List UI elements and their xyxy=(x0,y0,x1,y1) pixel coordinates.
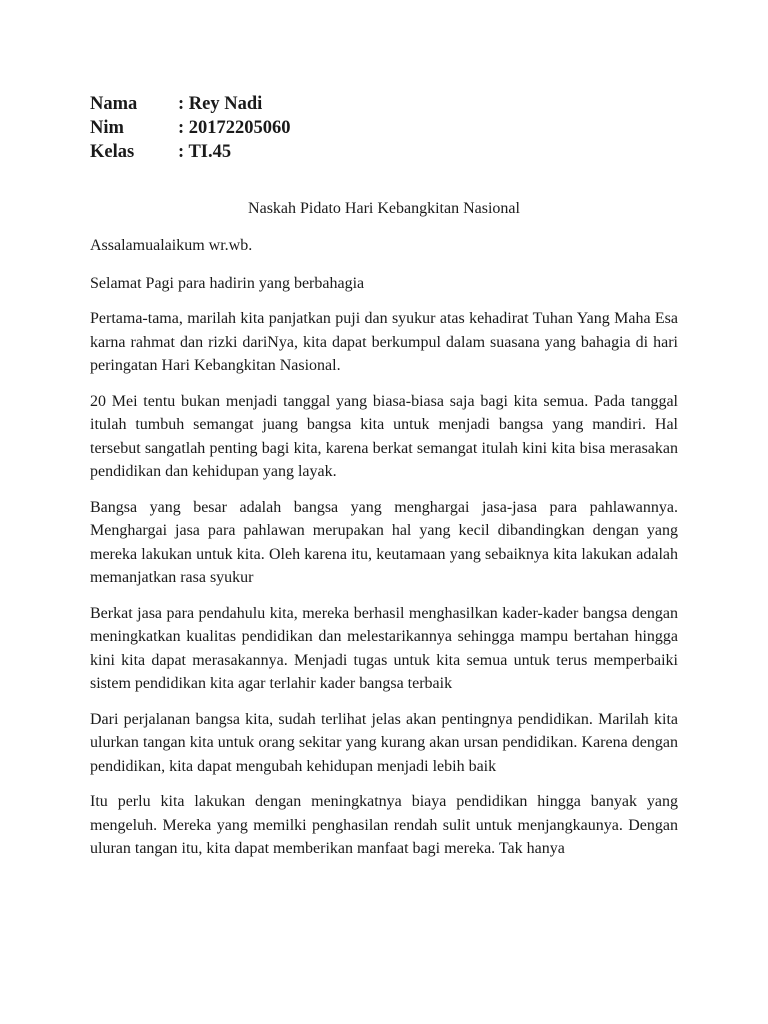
paragraph: 20 Mei tentu bukan menjadi tanggal yang biasa-biasa saja bagi kita semua. Pada tanggal itulah tumbuh semangat juang bangsa kita untuk menjadi bangsa yang mandiri. Hal tersebut sangatlah penting bagi kita, karena berkat semangat itulah kini kita bisa merasakan pendidikan dan kehidupan yang layak. xyxy=(90,392,678,480)
identity-label: Kelas xyxy=(90,142,135,162)
identity-row-class xyxy=(90,140,678,164)
identity-row-name xyxy=(90,92,678,116)
paragraph: Bangsa yang besar adalah bangsa yang menghargai jasa-jasa para pahlawannya. Menghargai jasa para pahlawan merupakan hal yang kecil dibandingkan dengan yang mereka lakukan untuk kita. Oleh karena itu, keutamaan yang sebaiknya kita lakukan adalah memanjatkan rasa syukur xyxy=(90,498,678,586)
identity-value: : TI.45 xyxy=(178,142,232,162)
identity-row-nim xyxy=(90,116,678,140)
paragraph: Itu perlu kita lakukan dengan meningkatnya biaya pendidikan hingga banyak yang mengeluh. Mereka yang memilki penghasilan rendah sulit untuk menjangkaunya. Dengan uluran tangan itu, kita dapat memberikan manfaat bagi mereka. Tak hanya xyxy=(90,793,678,857)
paragraph: Berkat jasa para pendahulu kita, mereka berhasil menghasilkan kader-kader bangsa dengan meningkatkan kualitas pendidikan dan melestarikannya sehingga mampu bertahan hingga kini kita dapat merasakannya. Menjadi tugas untuk kita semua untuk terus memperbaiki sistem pendidikan kita agar terlahir kader bangsa terbaik xyxy=(90,604,678,692)
identity-label: Nim xyxy=(90,118,124,138)
greeting-salam: Assalamualaikum wr.wb. xyxy=(90,237,253,254)
identity-block xyxy=(90,92,678,164)
identity-label: Nama xyxy=(90,94,138,114)
greeting-morning: Selamat Pagi para hadirin yang berbahagia xyxy=(90,274,365,292)
identity-value: : Rey Nadi xyxy=(178,94,263,114)
paragraph: Pertama-tama, marilah kita panjatkan puji dan syukur atas kehadirat Tuhan Yang Maha Esa karna rahmat dan rizki dariNya, kita dapat berkumpul dalam suasana yang bahagia di hari peringatan Hari Kebangkitan Nasional. xyxy=(90,310,678,374)
document-title: Naskah Pidato Hari Kebangkitan Nasional xyxy=(248,200,520,217)
paragraph: Dari perjalanan bangsa kita, sudah terlihat jelas akan pentingnya pendidikan. Marilah kita ulurkan tangan kita untuk orang sekitar yang kurang akan ursan pendidikan. Karena dengan pendidikan, kita dapat mengubah kehidupan menjadi lebih baik xyxy=(90,710,678,775)
identity-value: : 20172205060 xyxy=(178,118,291,138)
